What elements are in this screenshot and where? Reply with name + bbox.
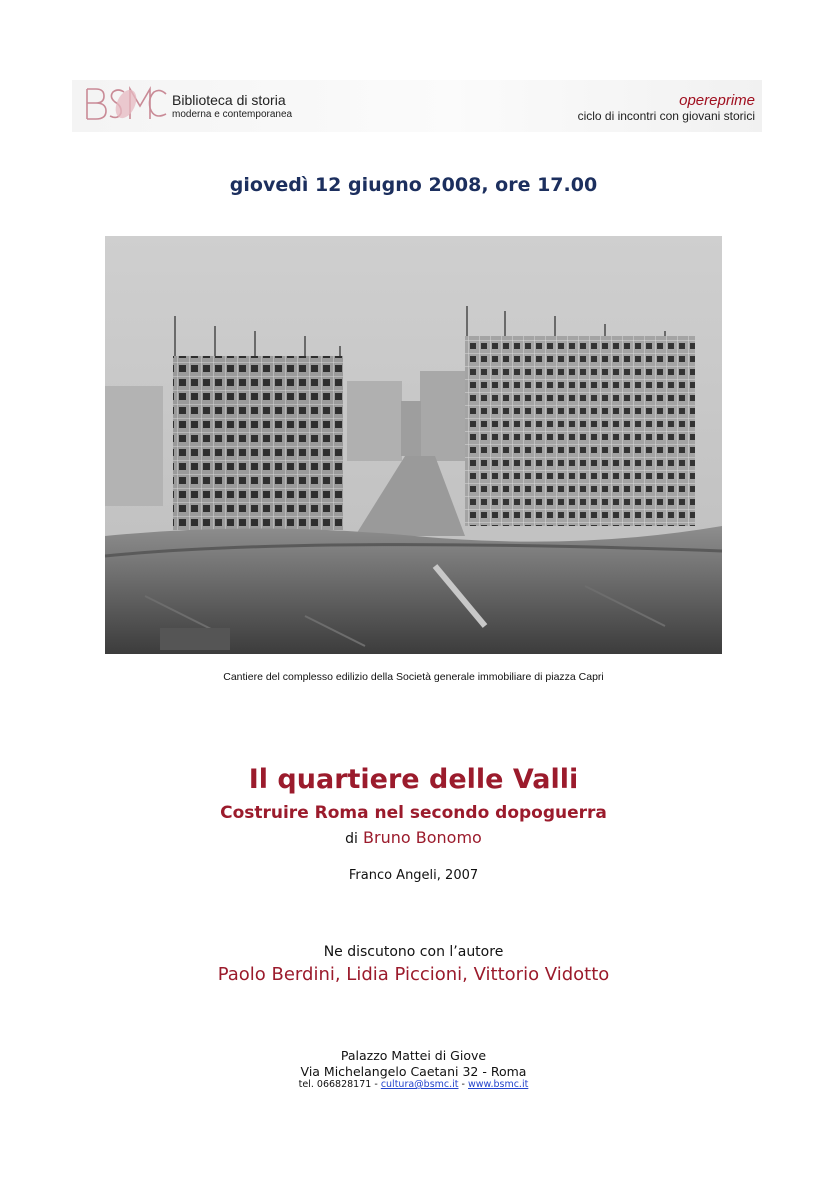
series-subtitle: ciclo di incontri con giovani storici bbox=[577, 109, 755, 123]
email-link[interactable]: cultura@bsmc.it bbox=[380, 1079, 459, 1090]
event-date: giovedì 12 giugno 2008, ore 17.00 bbox=[229, 174, 598, 196]
contact-separator: - bbox=[374, 1079, 378, 1090]
bsmc-logo bbox=[84, 86, 168, 122]
venue-building: Palazzo Mattei di Giove bbox=[340, 1048, 487, 1063]
construction-site-photo bbox=[105, 236, 722, 654]
by-word: di bbox=[345, 831, 358, 847]
contact-separator: - bbox=[461, 1079, 465, 1090]
series-name: opereprime bbox=[679, 92, 755, 109]
discussion-speakers: Paolo Berdini, Lidia Piccioni, Vittorio Vidotto bbox=[217, 964, 610, 985]
venue-block bbox=[0, 1048, 827, 1080]
library-subtitle: moderna e contemporanea bbox=[172, 109, 293, 120]
contact-line bbox=[0, 1079, 827, 1090]
phone-number: tel. 066828171 bbox=[298, 1079, 372, 1090]
photo-caption: Cantiere del complesso edilizio della Società generale immobiliare di piazza Capri bbox=[223, 671, 604, 683]
book-subtitle: Costruire Roma nel secondo dopoguerra bbox=[220, 803, 607, 823]
book-title: Il quartiere delle Valli bbox=[248, 764, 579, 795]
author-line bbox=[0, 828, 827, 847]
library-name: Biblioteca di storia bbox=[172, 92, 286, 108]
venue-address: Via Michelangelo Caetani 32 - Roma bbox=[300, 1064, 527, 1079]
publisher: Franco Angeli, 2007 bbox=[348, 868, 479, 883]
website-link[interactable]: www.bsmc.it bbox=[468, 1079, 529, 1090]
author-name: Bruno Bonomo bbox=[363, 828, 482, 847]
discussion-label: Ne discutono con l’autore bbox=[323, 944, 504, 960]
